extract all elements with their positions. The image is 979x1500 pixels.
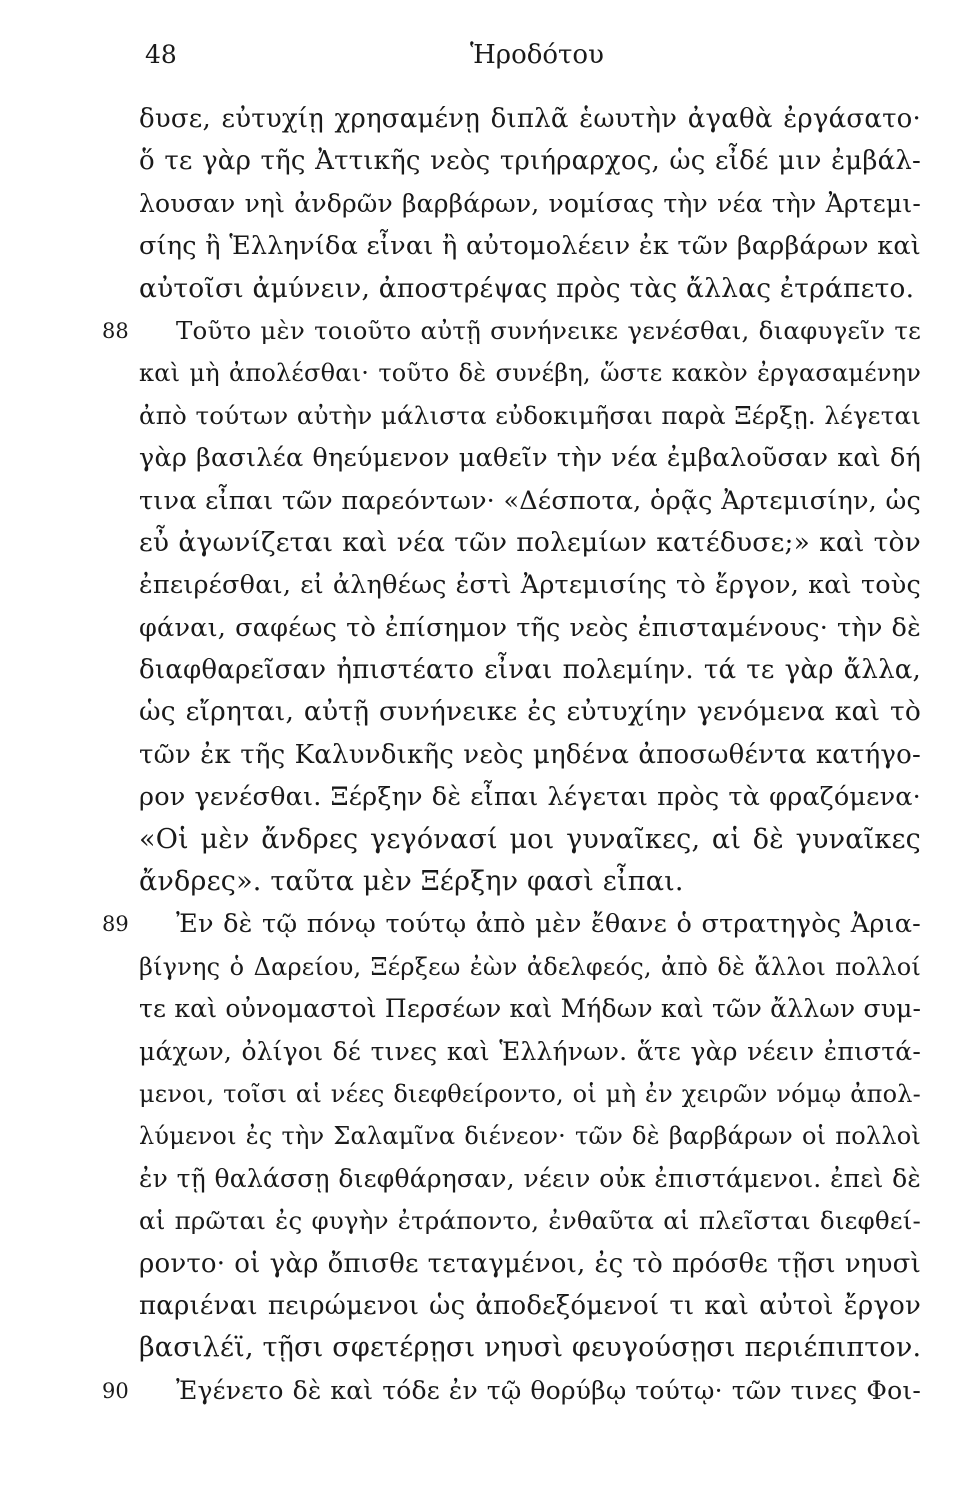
line-text: «Οἱ μὲν ἄνδρες γεγόνασί μοι γυναῖκες, αἱ δὲ γυναῖκες: [139, 823, 921, 855]
text-line: [0, 225, 979, 267]
line-text: τινα εἶπαι τῶν παρεόντων· «Δέσποτα, ὁρᾷς Ἀρτεμισίην, ὡς: [139, 485, 921, 516]
line-text: μάχων, ὀλίγοι δέ τινες καὶ Ἑλλήνων. ἅτε γὰρ νέειν ἐπιστά-: [139, 1036, 921, 1066]
text-line: [0, 480, 979, 522]
text-line: [0, 1327, 979, 1369]
text-line: [0, 988, 979, 1030]
line-text: ἀπὸ τούτων αὐτὴν μάλιστα εὐδοκιμῆσαι παρὰ Ξέρξῃ. λέγεται: [139, 400, 921, 430]
line-text: διαφθαρεῖσαν ἠπιστέατο εἶναι πολεμίην. τά τε γὰρ ἄλλα,: [139, 655, 921, 686]
text-line: [0, 1073, 979, 1115]
line-text: Ἐν δὲ τῷ πόνῳ τούτῳ ἀπὸ μὲν ἔθανε ὁ στρατηγὸς Ἀρια-: [176, 909, 921, 940]
line-text: ἐν τῇ θαλάσσῃ διεφθάρησαν, νέειν οὐκ ἐπιστάμενοι. ἐπεὶ δὲ: [139, 1163, 921, 1193]
text-block: [0, 98, 979, 1412]
line-text: σίης ἢ Ἑλληνίδα εἶναι ἢ αὐτομολέειν ἐκ τῶν βαρβάρων καὶ: [139, 231, 921, 262]
line-text: καὶ μὴ ἀπολέσθαι· τοῦτο δὲ συνέβη, ὥστε κακὸν ἐργασαμένην: [139, 359, 921, 388]
section-number: 90: [102, 1378, 129, 1403]
line-text: Ἐγένετο δὲ καὶ τόδε ἐν τῷ θορύβῳ τούτῳ· τῶν τινες Φοι-: [176, 1375, 921, 1405]
line-text: τε καὶ οὐνομαστοὶ Περσέων καὶ Μήδων καὶ τῶν ἄλλων συμ-: [139, 994, 922, 1024]
text-line: [0, 946, 979, 988]
section-number: 89: [102, 912, 129, 937]
text-line: [0, 1200, 979, 1242]
text-line: [0, 437, 979, 479]
text-line: [0, 1031, 979, 1073]
line-text: ἄνδρες». ταῦτα μὲν Ξέρξην φασὶ εἶπαι.: [139, 866, 684, 898]
text-line: [0, 310, 979, 352]
line-text: ἐπειρέσθαι, εἰ ἀληθέως ἐστὶ Ἀρτεμισίης τὸ ἔργον, καὶ τοὺς: [139, 570, 921, 601]
line-text: ὡς εἴρηται, αὐτῇ συνήνεικε ἐς εὐτυχίην γενόμενα καὶ τὸ: [139, 696, 921, 728]
text-line: [0, 268, 979, 310]
line-text: Τοῦτο μὲν τοιοῦτο αὐτῇ συνήνεικε γενέσθαι, διαφυγεῖν τε: [176, 315, 921, 345]
text-line: [0, 564, 979, 606]
line-text: μενοι, τοῖσι αἱ νέες διεφθείροντο, οἱ μὴ ἐν χειρῶν νόμῳ ἀπολ-: [139, 1079, 921, 1108]
line-text: ρον γενέσθαι. Ξέρξην δὲ εἶπαι λέγεται πρὸς τὰ φραζόμενα·: [139, 782, 921, 813]
text-line: [0, 776, 979, 818]
text-line: [0, 903, 979, 945]
line-text: δυσε, εὐτυχίῃ χρησαμένῃ διπλᾶ ἑωυτὴν ἀγαθὰ ἐργάσατο·: [139, 104, 921, 134]
line-text: ὅ τε γὰρ τῆς Ἀττικῆς νεὸς τριήραρχος, ὡς εἶδέ μιν ἐμβάλ-: [139, 146, 921, 177]
text-line: [0, 861, 979, 903]
text-line: [0, 522, 979, 564]
text-line: [0, 183, 979, 225]
text-line: [0, 649, 979, 691]
text-line: [0, 352, 979, 394]
text-line: [0, 98, 979, 140]
line-text: βίγνης ὁ Δαρείου, Ξέρξεω ἐὼν ἀδελφεός, ἀπὸ δὲ ἄλλοι πολλοί: [139, 952, 921, 981]
text-line: [0, 691, 979, 733]
line-text: παριέναι πειρώμενοι ὡς ἀποδεξόμενοί τι καὶ αὐτοὶ ἔργον: [139, 1290, 921, 1321]
text-line: [0, 607, 979, 649]
running-title: Ἡροδότου: [470, 40, 604, 70]
text-line: [0, 734, 979, 776]
text-line: [0, 819, 979, 861]
line-text: γὰρ βασιλέα θηεύμενον μαθεῖν τὴν νέα ἐμβαλοῦσαν καὶ δή: [139, 443, 921, 474]
line-text: αἱ πρῶται ἐς φυγὴν ἐτράποντο, ἐνθαῦτα αἱ πλεῖσται διεφθεί-: [139, 1206, 921, 1236]
line-text: λύμενοι ἐς τὴν Σαλαμῖνα διένεον· τῶν δὲ βαρβάρων οἱ πολλοὶ: [139, 1122, 921, 1151]
page-header: [0, 40, 979, 76]
line-text: εὖ ἀγωνίζεται καὶ νέα τῶν πολεμίων κατέδυσε;» καὶ τὸν: [139, 526, 921, 558]
text-line: [0, 395, 979, 437]
text-line: [0, 1243, 979, 1285]
text-line: [0, 1285, 979, 1327]
text-line: [0, 1370, 979, 1412]
text-line: [0, 140, 979, 182]
line-text: ροντο· οἱ γὰρ ὄπισθε τεταγμένοι, ἐς τὸ πρόσθε τῇσι νηυσὶ: [139, 1248, 921, 1279]
text-line: [0, 1115, 979, 1157]
line-text: τῶν ἐκ τῆς Καλυνδικῆς νεὸς μηδένα ἀποσωθέντα κατήγο-: [139, 739, 921, 770]
text-line: [0, 1158, 979, 1200]
line-text: φάναι, σαφέως τὸ ἐπίσημον τῆς νεὸς ἐπισταμένους· τὴν δὲ: [139, 612, 921, 643]
page-number: 48: [145, 40, 177, 69]
section-number: 88: [102, 318, 129, 343]
line-text: αὐτοῖσι ἀμύνειν, ἀποστρέψας πρὸς τὰς ἄλλας ἐτράπετο.: [139, 272, 915, 304]
line-text: βασιλέϊ, τῇσι σφετέρῃσι νηυσὶ φευγούσῃσι περιέπιπτον.: [139, 1332, 922, 1364]
line-text: λουσαν νηὶ ἀνδρῶν βαρβάρων, νομίσας τὴν νέα τὴν Ἀρτεμι-: [139, 188, 921, 218]
